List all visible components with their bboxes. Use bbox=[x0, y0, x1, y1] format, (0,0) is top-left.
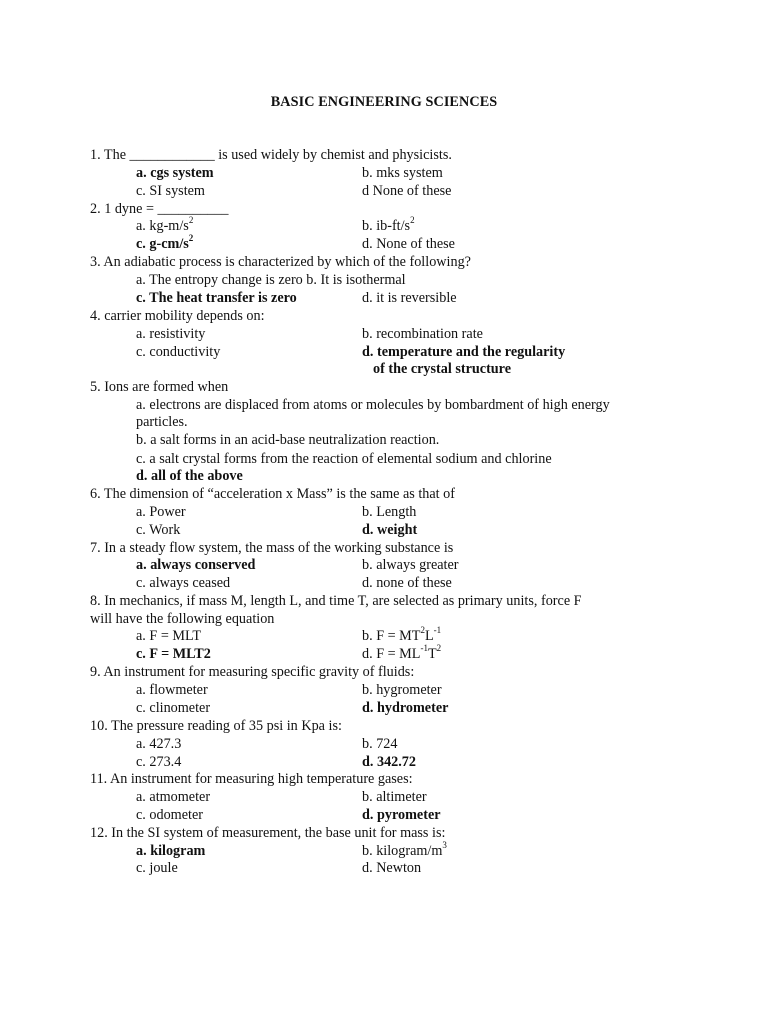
question-7-option-d: d. none of these bbox=[362, 575, 452, 591]
question-9-option-c: c. clinometer bbox=[136, 700, 211, 716]
question-6-option-b: b. Length bbox=[362, 504, 417, 520]
question-12-option-b: b. kilogram/$m^3$ bbox=[362, 840, 447, 859]
question-11-option-b: b. altimeter bbox=[362, 789, 427, 805]
question-12-option-d: d. Newton bbox=[362, 860, 422, 876]
question-8-option-a: a. F = MLT bbox=[136, 628, 202, 644]
question-10-stem: 10. The pressure reading of 35 psi in Kpa is: bbox=[90, 718, 342, 734]
question-4-option-a: a. resistivity bbox=[136, 326, 206, 342]
question-5-option-a: a. electrons are displaced from atoms or molecules by bombardment of high energy bbox=[136, 397, 610, 413]
question-6-option-a: a. Power bbox=[136, 504, 186, 520]
question-4-option-b: b. recombination rate bbox=[362, 326, 483, 342]
question-9-stem: 9. An instrument for measuring specific gravity of fluids: bbox=[90, 664, 415, 680]
question-8-option-c: c. F = MLT2 bbox=[136, 646, 211, 662]
question-2-stem: 2. 1 dyne = __________ bbox=[90, 201, 229, 217]
question-12-option-a: a. kilogram bbox=[136, 843, 206, 859]
question-10-option-b: b. 724 bbox=[362, 736, 398, 752]
question-12-option-c: c. joule bbox=[136, 860, 178, 876]
question-4-stem: 4. carrier mobility depends on: bbox=[90, 308, 265, 324]
question-5-option-c: c. a salt crystal forms from the reaction of elemental sodium and chlorine bbox=[136, 451, 552, 467]
question-7-option-a: a. always conserved bbox=[136, 557, 256, 573]
question-1-option-c: c. SI system bbox=[136, 183, 205, 199]
question-9-option-d: d. hydrometer bbox=[362, 700, 449, 716]
question-3-option-c: c. The heat transfer is zero bbox=[136, 290, 297, 306]
question-8-stem: 8. In mechanics, if mass M, length L, and time T, are selected as primary units, force F bbox=[90, 593, 582, 609]
question-7-option-b: b. always greater bbox=[362, 557, 459, 573]
question-7-stem: 7. In a steady flow system, the mass of the working substance is bbox=[90, 540, 454, 556]
question-10-option-d: d. 342.72 bbox=[362, 754, 416, 770]
question-3-stem: 3. An adiabatic process is characterized by which of the following? bbox=[90, 254, 471, 270]
page-title: BASIC ENGINEERING SCIENCES bbox=[270, 94, 498, 110]
question-2-option-b: b. $ib-ft/s^2$ bbox=[362, 215, 415, 234]
question-11-stem: 11. An instrument for measuring high temperature gases: bbox=[90, 771, 413, 787]
question-11-option-c: c. odometer bbox=[136, 807, 203, 823]
question-6-stem: 6. The dimension of “acceleration x Mass” is the same as that of bbox=[90, 486, 455, 502]
question-10-option-a: a. 427.3 bbox=[136, 736, 182, 752]
question-1-stem: 1. The ____________ is used widely by chemist and physicists. bbox=[90, 147, 452, 163]
question-4-option-c: c. conductivity bbox=[136, 344, 221, 360]
question-12-stem: 12. In the SI system of measurement, the base unit for mass is: bbox=[90, 825, 446, 841]
question-8-option-b: b. $F = MT^2L^{-1}$ bbox=[362, 625, 442, 644]
question-8-stem-continued: will have the following equation bbox=[90, 611, 275, 627]
question-7-option-c: c. always ceased bbox=[136, 575, 231, 591]
question-5-option-b: b. a salt forms in an acid-base neutralization reaction. bbox=[136, 432, 440, 448]
question-2-option-d: d. None of these bbox=[362, 236, 455, 252]
question-5-stem: 5. Ions are formed when bbox=[90, 379, 229, 395]
question-5-option-a-continued: particles. bbox=[136, 414, 188, 430]
question-6-option-c: c. Work bbox=[136, 522, 181, 538]
question-4-option-d-continued: of the crystal structure bbox=[373, 361, 512, 377]
question-6-option-d: d. weight bbox=[362, 522, 418, 538]
question-9-option-b: b. hygrometer bbox=[362, 682, 442, 698]
question-8-option-d: d. $F = ML^{-1}T^2$ bbox=[362, 643, 442, 662]
question-1-option-a: a. cgs system bbox=[136, 165, 214, 181]
question-4-option-d: d. temperature and the regularity bbox=[362, 344, 566, 360]
question-3-option-a: a. The entropy change is zero b. It is isothermal bbox=[136, 272, 406, 288]
question-10-option-c: c. 273.4 bbox=[136, 754, 182, 770]
question-9-option-a: a. flowmeter bbox=[136, 682, 208, 698]
question-1-option-d: d None of these bbox=[362, 183, 452, 199]
question-3-option-d: d. it is reversible bbox=[362, 290, 457, 306]
question-11-option-d: d. pyrometer bbox=[362, 807, 441, 823]
question-2-option-c: c. $g-cm/s^2$ bbox=[136, 233, 194, 252]
question-1-option-b: b. mks system bbox=[362, 165, 443, 181]
question-2-option-a: a. $kg-m/s^2$ bbox=[136, 215, 194, 234]
question-5-option-d: d. all of the above bbox=[136, 468, 243, 484]
question-11-option-a: a. atmometer bbox=[136, 789, 211, 805]
